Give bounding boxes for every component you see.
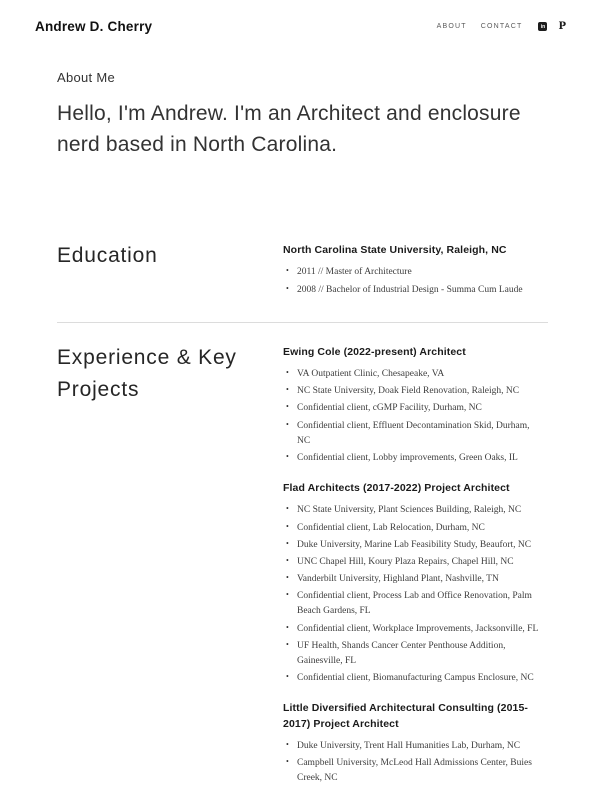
- intro-text: Hello, I'm Andrew. I'm an Architect and enclosure nerd based in North Carolina.: [57, 102, 521, 157]
- page-content: [0, 70, 600, 788]
- list-item: • Duke University, Marine Lab Feasibility Study, Beaufort, NC: [283, 538, 539, 553]
- linkedin-icon[interactable]: in: [538, 22, 547, 31]
- site-header: [0, 0, 600, 34]
- list-item: • Duke University, Trent Hall Humanities Lab, Durham, NC: [283, 739, 539, 754]
- list-item: • UNC Chapel Hill, Koury Plaza Repairs, Chapel Hill, NC: [283, 555, 539, 570]
- experience-section: [57, 342, 548, 788]
- pinterest-icon[interactable]: P: [558, 20, 566, 32]
- section-divider: [57, 322, 548, 323]
- employer-group-ewing-cole: [283, 345, 548, 466]
- list-item: • Confidential client, Effluent Decontamination Skid, Durham, NC: [283, 419, 539, 449]
- list-item: • 2008 // Bachelor of Industrial Design - Summa Cum Laude: [283, 283, 539, 298]
- employer-group-flad-architects: [283, 481, 548, 686]
- employer-heading: Flad Architects (2017-2022) Project Architect: [283, 482, 510, 495]
- experience-content: [283, 342, 548, 788]
- list-item: • Confidential client, Process Lab and Office Renovation, Palm Beach Gardens, FL: [283, 589, 539, 619]
- list-item: • Confidential client, Lobby improvements, Green Oaks, IL: [283, 451, 539, 466]
- school-heading: North Carolina State University, Raleigh, NC: [283, 244, 507, 257]
- employer-heading: Ewing Cole (2022-present) Architect: [283, 345, 466, 358]
- list-item: • Confidential client, Workplace Improvements, Jacksonville, FL: [283, 622, 539, 637]
- nav-link-contact[interactable]: CONTACT: [480, 23, 523, 30]
- list-item: • Campbell University, McLeod Hall Admissions Center, Buies Creek, NC: [283, 756, 539, 786]
- education-group: [283, 243, 548, 298]
- nav-link-about[interactable]: ABOUT: [436, 23, 467, 30]
- degree-list: [283, 265, 548, 297]
- experience-heading: Experience & Key Projects: [57, 345, 237, 402]
- education-content: [283, 240, 548, 300]
- list-item: • UF Health, Shands Cancer Center Penthouse Addition, Gainesville, FL: [283, 639, 539, 669]
- education-heading: Education: [57, 244, 158, 268]
- employer-group-little-diversified: [283, 701, 548, 786]
- list-item: • Confidential client, cGMP Facility, Durham, NC: [283, 401, 539, 416]
- list-item: • Confidential client, Biomanufacturing Campus Enclosure, NC: [283, 671, 539, 686]
- site-title[interactable]: Andrew D. Cherry: [35, 19, 153, 34]
- employer-heading: Little Diversified Architectural Consulting (2015-2017) Project Architect: [283, 702, 528, 730]
- about-me-label: About Me: [57, 70, 116, 85]
- education-section: [57, 240, 548, 300]
- project-list: [283, 367, 548, 466]
- project-list: [283, 739, 548, 787]
- list-item: • 2011 // Master of Architecture: [283, 265, 539, 280]
- list-item: • Vanderbilt University, Highland Plant, Nashville, TN: [283, 572, 539, 587]
- list-item: • NC State University, Doak Field Renovation, Raleigh, NC: [283, 384, 539, 399]
- list-item: • Confidential client, Lab Relocation, Durham, NC: [283, 521, 539, 536]
- list-item: • VA Outpatient Clinic, Chesapeake, VA: [283, 367, 539, 382]
- top-nav: [423, 22, 566, 32]
- social-links: [538, 22, 566, 32]
- list-item: • NC State University, Plant Sciences Building, Raleigh, NC: [283, 503, 539, 518]
- project-list: [283, 503, 548, 686]
